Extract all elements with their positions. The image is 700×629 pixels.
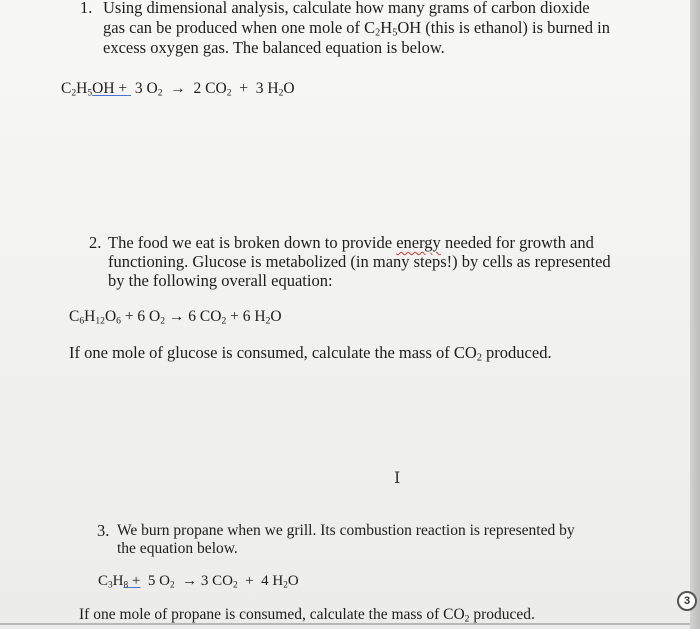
q3-line-1: We burn propane when we grill. Its combustion reaction is represented by [117, 522, 575, 539]
page-edge [690, 0, 700, 629]
q2-line-1: The food we eat is broken down to provide energy needed for growth and [108, 233, 594, 252]
page-number-badge[interactable]: 3 [677, 591, 697, 611]
q1-equation: $C_2H_5OH + 3$ $O_2 \to 2$ $CO_2 + 3$ $H_2O$ [61, 80, 295, 99]
q3-line-2: the equation below. [117, 540, 238, 557]
q1-line-1: Using dimensional analysis, calculate how many grams of carbon dioxide [103, 0, 590, 17]
text-cursor-icon: I [394, 468, 401, 487]
q3-equation: $C_3H_8 + 5$ $O_2 \to 3$ $CO_2 + 4$ $H_2O$ [98, 573, 299, 591]
q2-number: 2. [89, 233, 102, 252]
q2-line-2: functioning. Glucose is metabolized (in many steps!) by cells as represented [108, 252, 611, 271]
q3-prompt: If one mole of propane is consumed, calculate the mass of $CO_2$ produced. [79, 606, 535, 625]
q2-prompt: If one mole of glucose is consumed, calculate the mass of $CO_2$ produced. [69, 343, 552, 364]
q1-number: 1. [80, 0, 93, 17]
q1-line-2: gas can be produced when one mole of $C_2H_5OH$ (this is ethanol) is burned in [103, 18, 610, 39]
q1-line-3: excess oxygen gas. The balanced equation is below. [103, 38, 445, 57]
q2-equation: $C_6H_{12}O_6 + 6$ $O_2 \to 6$ $CO_2 + 6$ $H_2O$ [69, 308, 282, 327]
q2-line-3: by the following overall equation: [108, 271, 333, 290]
q3-number: 3. [97, 521, 110, 540]
